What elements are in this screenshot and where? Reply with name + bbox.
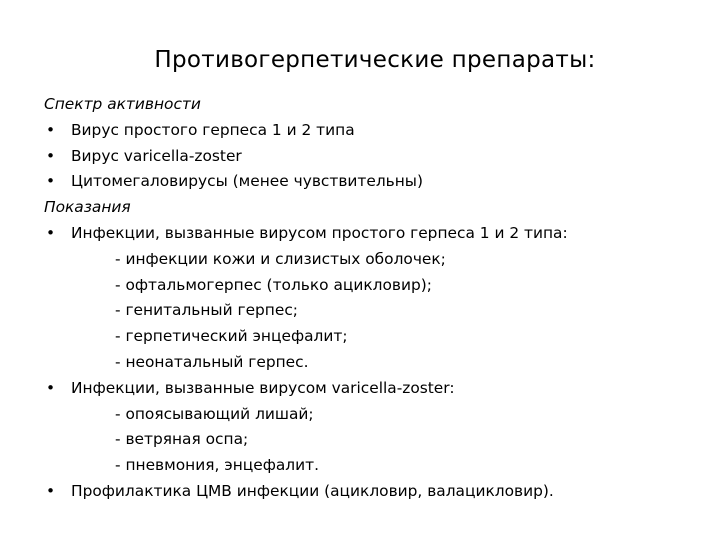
list-item-text: Цитомегаловирусы (менее чувствительны): [71, 172, 423, 191]
sub-list-item: - неонатальный герпес.: [115, 352, 309, 371]
slide-title-text: Противогерпетические препараты:: [154, 47, 596, 73]
list-item: [44, 118, 704, 144]
bullet-icon: •: [46, 120, 56, 139]
bullet-icon: •: [46, 378, 56, 397]
sub-list-item: - пневмония, энцефалит.: [115, 456, 319, 475]
sub-list-item: - герпетический энцефалит;: [115, 327, 348, 346]
list-item: [44, 479, 704, 505]
list-item-text: Профилактика ЦМВ инфекции (ацикловир, валацикловир).: [71, 481, 554, 500]
sub-list-item: - офтальмогерпес (только ацикловир);: [115, 275, 432, 294]
bullet-icon: •: [46, 146, 56, 165]
list-item: [44, 169, 704, 195]
list-item-text: Вирус простого герпеса 1 и 2 типа: [71, 120, 355, 139]
sub-list-item: - инфекции кожи и слизистых оболочек;: [115, 249, 446, 268]
section-heading-spectrum: Спектр активности: [44, 95, 201, 113]
bullet-icon: •: [46, 481, 56, 500]
bullet-icon: •: [46, 223, 56, 242]
bullet-icon: •: [46, 172, 56, 191]
list-item: [44, 221, 704, 247]
sub-list-item: - генитальный герпес;: [115, 301, 298, 320]
slide-body: [44, 92, 704, 505]
list-item: [44, 144, 704, 170]
sub-list-item: - ветряная оспа;: [115, 430, 249, 449]
list-item-text: Вирус varicella-zoster: [71, 146, 242, 165]
slide-title: [0, 44, 720, 76]
section-heading-indications: Показания: [44, 198, 131, 217]
list-item: [44, 376, 704, 402]
list-item-text: Инфекции, вызванные вирусом varicella-zoster:: [71, 378, 455, 397]
list-item-text: Инфекции, вызванные вирусом простого герпеса 1 и 2 типа:: [71, 223, 568, 242]
sub-list-item: - опоясывающий лишай;: [115, 404, 314, 423]
